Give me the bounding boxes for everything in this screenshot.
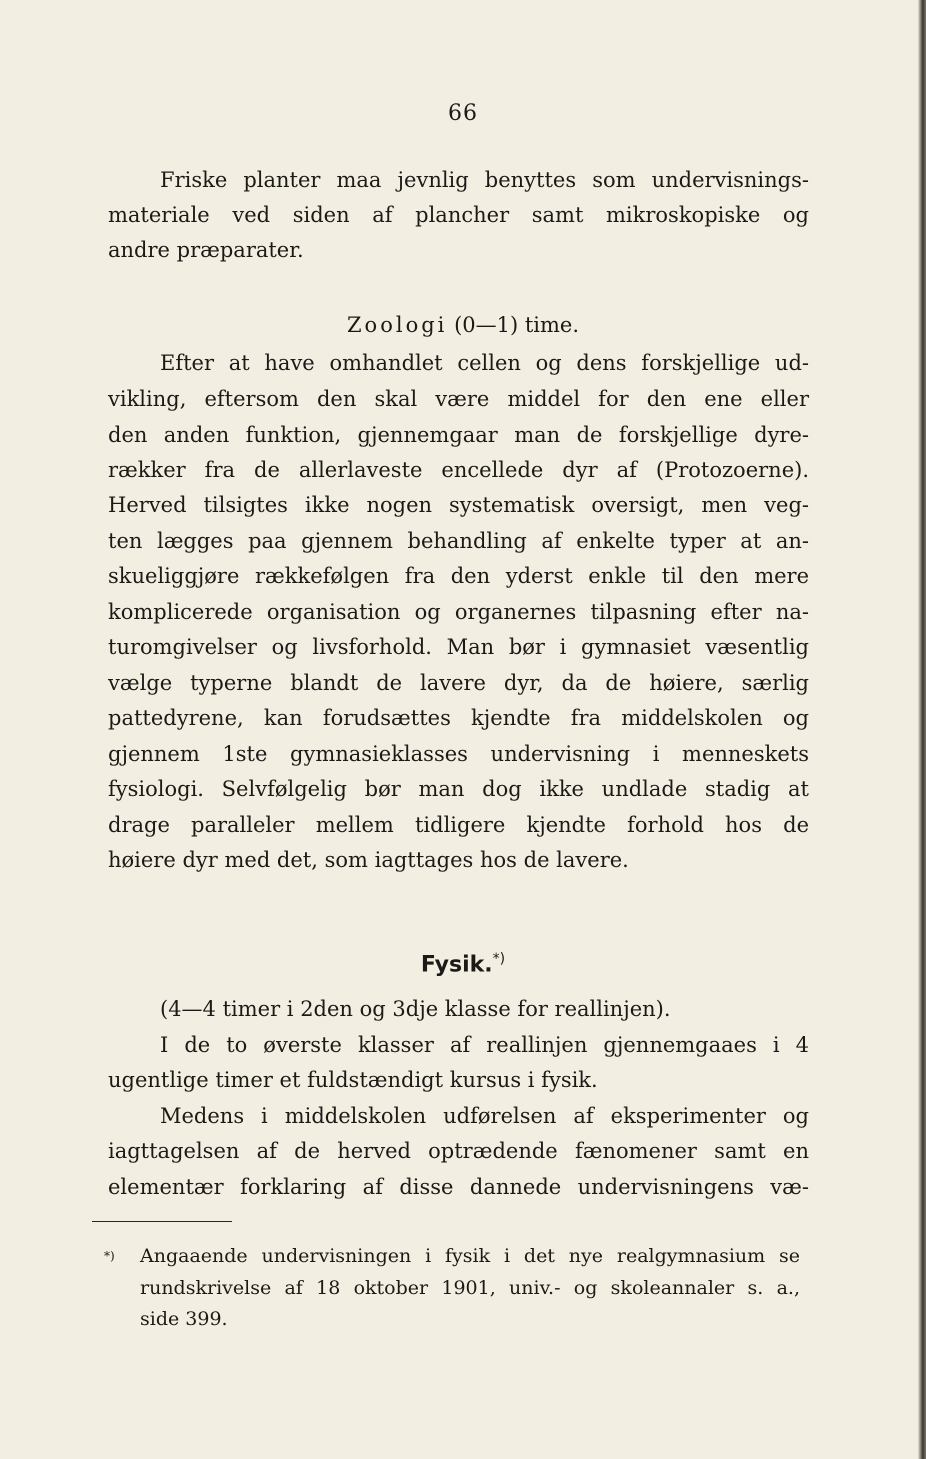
text-line: elementær forklaring af disse dannede undervisningens væ- (108, 1175, 809, 1199)
text-line: pattedyrene, kan forudsættes kjendte fra middelskolen og (108, 706, 809, 730)
text-line: Medens i middelskolen udførelsen af eksperimenter og (160, 1104, 809, 1128)
footnote-marker (104, 1241, 115, 1276)
text-line: turomgivelser og livsforhold. Man bør i gymnasiet væsentlig (108, 635, 809, 659)
fysik-subheading: (4—4 timer i 2den og 3dje klasse for reallinjen). (160, 997, 671, 1021)
text-line: andre præparater. (108, 238, 304, 262)
zoologi-heading-word: Zoologi (346, 313, 448, 337)
text-line: den anden funktion, gjennemgaar man de forskjellige dyre- (108, 423, 809, 447)
fysik-footnote-reference: *) (492, 951, 506, 967)
footnote-divider (92, 1221, 232, 1222)
text-line: Efter at have omhandlet cellen og dens forskjellige ud- (160, 351, 809, 375)
zoologi-heading (0, 310, 926, 340)
text-line: Herved tilsigtes ikke nogen systematisk oversigt, men veg- (108, 493, 809, 517)
text-line: vikling, eftersom den skal være middel for den ene eller (108, 387, 809, 411)
text-line: I de to øverste klasser af reallinjen gjennemgaaes i 4 (160, 1033, 809, 1057)
page-edge (918, 0, 926, 1459)
text-line: høiere dyr med det, som iagttages hos de lavere. (108, 848, 629, 872)
text-line: drage paralleler mellem tidligere kjendte forhold hos de (108, 813, 809, 837)
zoologi-heading-hours: (0—1) time. (454, 313, 580, 337)
text-line: skueliggjøre rækkefølgen fra den yderst enkle til den mere (108, 564, 809, 588)
footnote-marker-text: *) (104, 1249, 115, 1263)
text-line: rækker fra de allerlaveste encellede dyr af (Protozoerne). (108, 458, 809, 482)
text-line: gjennem 1ste gymnasieklasses undervisning i menneskets (108, 742, 809, 766)
text-line: ugentlige timer et fuldstændigt kursus i fysik. (108, 1068, 598, 1092)
footnote-line: side 399. (140, 1308, 228, 1330)
text-line: vælge typerne blandt de lavere dyr, da de høiere, særlig (108, 671, 809, 695)
text-line: komplicerede organisation og organernes tilpasning efter na- (108, 600, 809, 624)
text-line: materiale ved siden af plancher samt mikroskopiske og (108, 203, 809, 227)
footnote-line: Angaaende undervisningen i fysik i det nye realgymnasium se (140, 1245, 800, 1267)
text-line: ten lægges paa gjennem behandling af enkelte typer at an- (108, 529, 809, 553)
text-line: fysiologi. Selvfølgelig bør man dog ikke undlade stadig at (108, 777, 809, 801)
page-number: 66 (448, 101, 478, 126)
fysik-heading (0, 944, 926, 980)
fysik-heading-text: Fysik. (420, 952, 493, 978)
text-line: Friske planter maa jevnlig benyttes som undervisnings- (160, 168, 809, 192)
text-line: iagttagelsen af de herved optrædende fænomener samt en (108, 1139, 809, 1163)
footnote-line: rundskrivelse af 18 oktober 1901, univ.- og skoleannaler s. a., (140, 1277, 800, 1299)
